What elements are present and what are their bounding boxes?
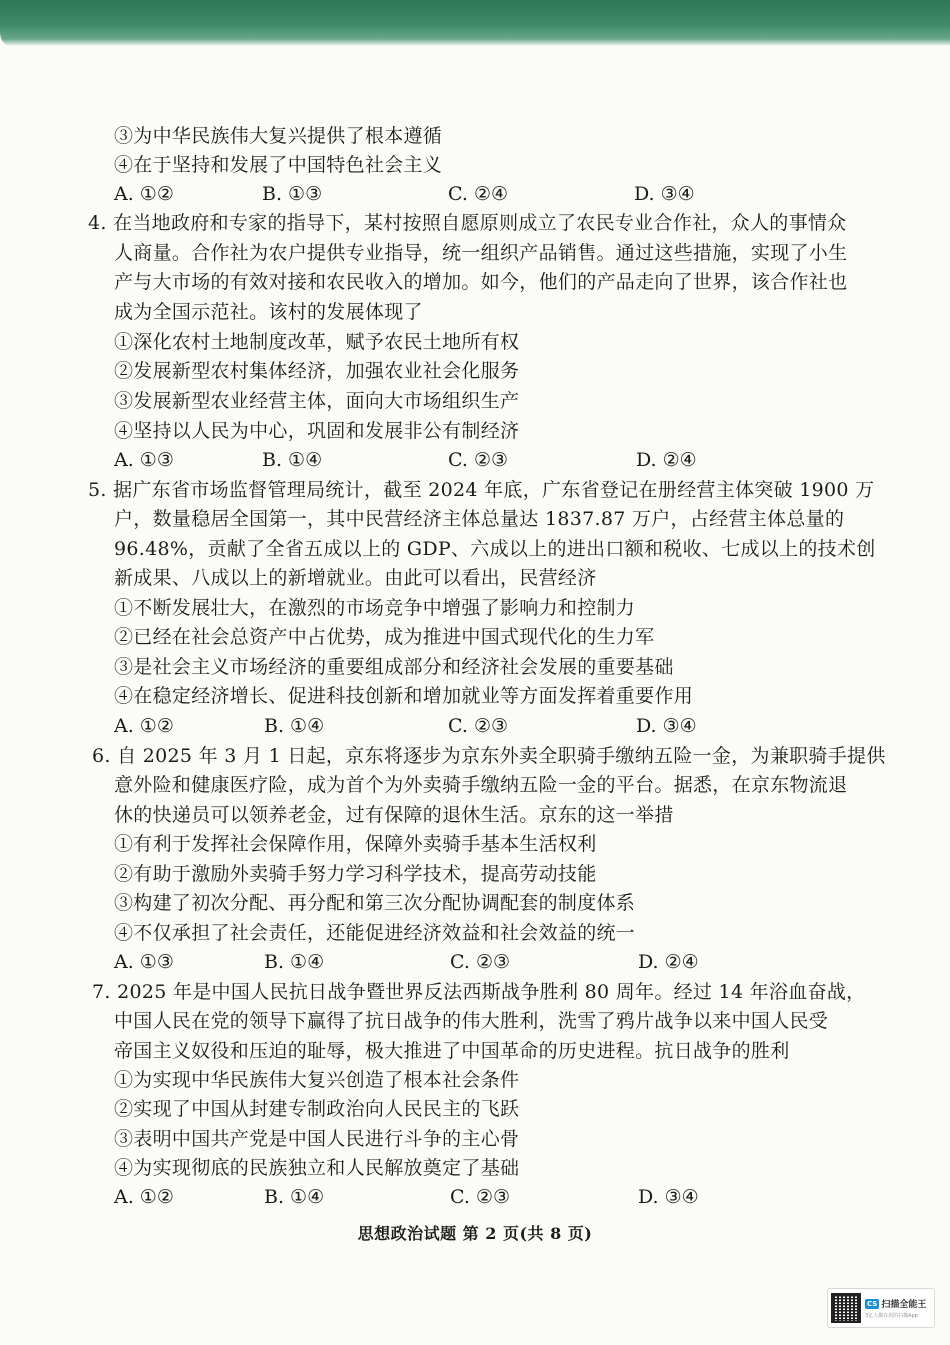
scanner-watermark bbox=[827, 1288, 935, 1328]
q3-option-a: A. ①② bbox=[114, 183, 174, 205]
q3-item: ④在于坚持和发展了中国特色社会主义 bbox=[114, 154, 443, 176]
q6-stem-line: 6. 自 2025 年 3 月 1 日起，京东将逐步为京东外卖全职骑手缴纳五险一金，为兼职骑手提供 bbox=[92, 745, 886, 767]
watermark-subtitle: 3亿人都在用的扫描App bbox=[865, 1313, 918, 1319]
q5-item: ①不断发展壮大，在激烈的市场竞争中增强了影响力和控制力 bbox=[114, 597, 636, 619]
q6-option-a: A. ①③ bbox=[114, 951, 174, 973]
q5-item: ④在稳定经济增长、促进科技创新和增加就业等方面发挥着重要作用 bbox=[114, 685, 694, 707]
q3-option-c: C. ②④ bbox=[448, 183, 509, 205]
q4-item: ①深化农村土地制度改革，赋予农民土地所有权 bbox=[114, 331, 520, 353]
q5-option-a: A. ①② bbox=[114, 715, 174, 737]
q6-item: ④不仅承担了社会责任，还能促进经济效益和社会效益的统一 bbox=[114, 922, 636, 944]
q6-stem-line: 意外险和健康医疗险，成为首个为外卖骑手缴纳五险一金的平台。据悉，在京东物流退 bbox=[114, 774, 848, 796]
q5-stem-line: 新成果、八成以上的新增就业。由此可以看出，民营经济 bbox=[114, 567, 597, 589]
q3-item: ③为中华民族伟大复兴提供了根本遵循 bbox=[114, 125, 443, 147]
qr-code-icon bbox=[831, 1293, 861, 1323]
q4-stem-line: 产与大市场的有效对接和农民收入的增加。如今，他们的产品走向了世界，该合作社也 bbox=[114, 271, 848, 293]
q6-item: ③构建了初次分配、再分配和第三次分配协调配套的制度体系 bbox=[114, 892, 636, 914]
q4-item: ④坚持以人民为中心，巩固和发展非公有制经济 bbox=[114, 420, 520, 442]
q5-option-b: B. ①④ bbox=[264, 715, 325, 737]
q6-item: ①有利于发挥社会保障作用，保障外卖骑手基本生活权利 bbox=[114, 833, 597, 855]
q7-item: ④为实现彻底的民族独立和人民解放奠定了基础 bbox=[114, 1157, 520, 1179]
q6-stem-line: 休的快递员可以领养老金，过有保障的退休生活。京东的这一举措 bbox=[114, 804, 674, 826]
q5-stem-line: 5. 据广东省市场监督管理局统计，截至 2024 年底，广东省登记在册经营主体突破 1900 万 bbox=[88, 479, 875, 501]
q7-item: ③表明中国共产党是中国人民进行斗争的主心骨 bbox=[114, 1128, 520, 1150]
q4-stem-line: 4. 在当地政府和专家的指导下，某村按照自愿原则成立了农民专业合作社，众人的事情众 bbox=[88, 212, 847, 234]
q5-stem-line: 户，数量稳居全国第一，其中民营经济主体总量达 1837.87 万户，占经营主体总量的 bbox=[114, 508, 845, 530]
q4-item: ③发展新型农业经营主体，面向大市场组织生产 bbox=[114, 390, 520, 412]
q7-option-d: D. ③④ bbox=[638, 1186, 699, 1208]
cs-logo-icon: CS bbox=[867, 1299, 878, 1308]
q7-stem-line: 帝国主义奴役和压迫的耻辱，极大推进了中国革命的历史进程。抗日战争的胜利 bbox=[114, 1040, 790, 1062]
watermark-title: 扫描全能王 bbox=[881, 1300, 927, 1310]
q6-item: ②有助于激励外卖骑手努力学习科学技术，提高劳动技能 bbox=[114, 863, 597, 885]
q5-item: ②已经在社会总资产中占优势，成为推进中国式现代化的生力军 bbox=[114, 626, 655, 648]
q7-item: ②实现了中国从封建专制政治向人民民主的飞跃 bbox=[114, 1098, 520, 1120]
q5-item: ③是社会主义市场经济的重要组成部分和经济社会发展的重要基础 bbox=[114, 656, 674, 678]
q7-option-b: B. ①④ bbox=[264, 1186, 325, 1208]
q4-option-c: C. ②③ bbox=[448, 449, 509, 471]
q7-stem-line: 中国人民在党的领导下赢得了抗日战争的伟大胜利，洗雪了鸦片战争以来中国人民受 bbox=[114, 1010, 829, 1032]
q7-item: ①为实现中华民族伟大复兴创造了根本社会条件 bbox=[114, 1069, 520, 1091]
q5-stem-line: 96.48%，贡献了全省五成以上的 GDP、六成以上的进出口额和税收、七成以上的技术创 bbox=[114, 538, 876, 560]
scan-top-band bbox=[0, 0, 950, 46]
q7-stem-line: 7. 2025 年是中国人民抗日战争暨世界反法西斯战争胜利 80 周年。经过 14 年浴血奋战， bbox=[92, 981, 866, 1003]
q6-option-c: C. ②③ bbox=[450, 951, 511, 973]
q7-option-c: C. ②③ bbox=[450, 1186, 511, 1208]
q5-option-d: D. ③④ bbox=[636, 715, 697, 737]
q4-option-a: A. ①③ bbox=[114, 449, 174, 471]
q4-option-d: D. ②④ bbox=[636, 449, 697, 471]
q4-option-b: B. ①④ bbox=[262, 449, 323, 471]
q3-option-b: B. ①③ bbox=[262, 183, 323, 205]
q3-option-d: D. ③④ bbox=[634, 183, 695, 205]
q6-option-d: D. ②④ bbox=[638, 951, 699, 973]
q4-item: ②发展新型农村集体经济，加强农业社会化服务 bbox=[114, 360, 520, 382]
page-footer: 思想政治试题 第 2 页(共 8 页) bbox=[357, 1224, 593, 1243]
q5-option-c: C. ②③ bbox=[448, 715, 509, 737]
q4-stem-line: 人商量。合作社为农户提供专业指导，统一组织产品销售。通过这些措施，实现了小生 bbox=[114, 242, 848, 264]
q6-option-b: B. ①④ bbox=[264, 951, 325, 973]
q4-stem-line: 成为全国示范社。该村的发展体现了 bbox=[114, 301, 423, 323]
q7-option-a: A. ①② bbox=[114, 1186, 174, 1208]
